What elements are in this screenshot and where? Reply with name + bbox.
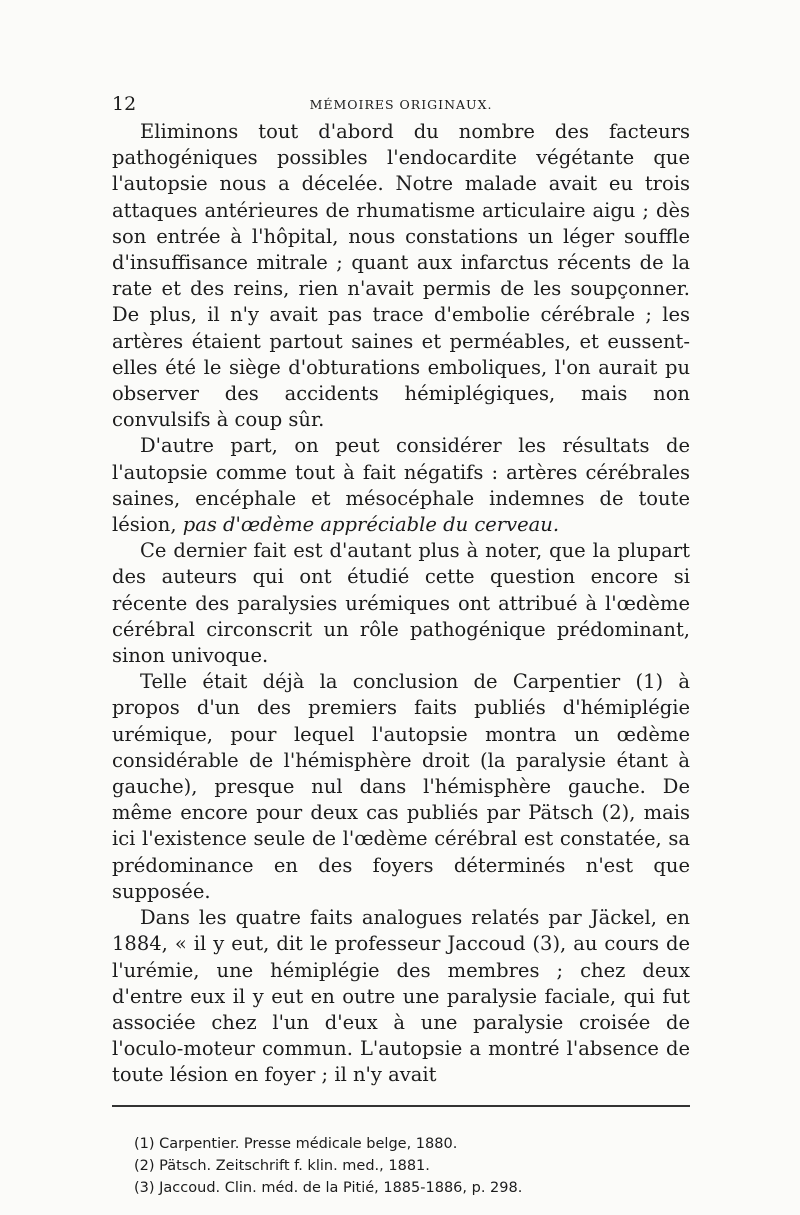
paragraph-2 (112, 433, 690, 538)
body-text (112, 119, 690, 1089)
page-header (112, 93, 690, 119)
running-title: MÉMOIRES ORIGINAUX. (309, 97, 493, 112)
footnote-divider (112, 1105, 690, 1107)
paragraph-2-text: D'autre part, on peut considérer les résultats de l'autopsie comme tout à fait négatifs : artères cérébrales saines, encéphale et mésocéphale indemnes de toute lésion, (112, 434, 690, 537)
footnotes (112, 1133, 690, 1199)
paragraph-1: Eliminons tout d'abord du nombre des facteurs pathogéniques possibles l'endocardite végétante que l'autopsie nous a décelée. Notre malade avait eu trois attaques antérieures de rhumatisme articulaire aigu ; dès son entrée à l'hôpital, nous constations un léger souffle d'insuffisance mitrale ; quant aux infarctus récents de la rate et des reins, rien n'avait permis de les soupçonner. De plus, il n'y avait pas trace d'embolie cérébrale ; les artères étaient partout saines et perméables, et eussent-elles été le siège d'obturations emboliques, l'on aurait pu observer des accidents hémiplégiques, mais non convulsifs à coup sûr. (112, 120, 690, 432)
paragraph-3: Ce dernier fait est d'autant plus à noter, que la plupart des auteurs qui ont étudié cette question encore si récente des paralysies urémiques ont attribué à l'œdème cérébral circonscrit un rôle pathogénique prédominant, sinon univoque. (112, 539, 690, 668)
paragraph-4: Telle était déjà la conclusion de Carpentier (1) à propos d'un des premiers faits publiés d'hémiplégie urémique, pour lequel l'autopsie montra un œdème considérable de l'hémisphère droit (la paralysie étant à gauche), presque nul dans l'hémisphère gauche. De même encore pour deux cas publiés par Pätsch (2), mais ici l'existence seule de l'œdème cérébral est constatée, sa prédominance en des foyers déterminés n'est que supposée. (112, 670, 690, 903)
paragraph-2-italic: pas d'œdème appréciable du cerveau. (182, 513, 560, 537)
footnote-1: (1) Carpentier. Presse médicale belge, 1880. (134, 1135, 458, 1152)
paragraph-5: Dans les quatre faits analogues relatés par Jäckel, en 1884, « il y eut, dit le professeur Jaccoud (3), au cours de l'urémie, une hémiplégie des membres ; chez deux d'entre eux il y eut en outre une paralysie faciale, qui fut associée chez l'un d'eux à une paralysie croisée de l'oculo-moteur commun. L'autopsie a montré l'absence de toute lésion en foyer ; il n'y avait (112, 906, 690, 1087)
page (112, 93, 690, 1199)
page-number: 12 (112, 93, 137, 115)
footnote-3: (3) Jaccoud. Clin. méd. de la Pitié, 1885-1886, p. 298. (134, 1179, 523, 1196)
footnote-2: (2) Pätsch. Zeitschrift f. klin. med., 1881. (134, 1157, 430, 1174)
